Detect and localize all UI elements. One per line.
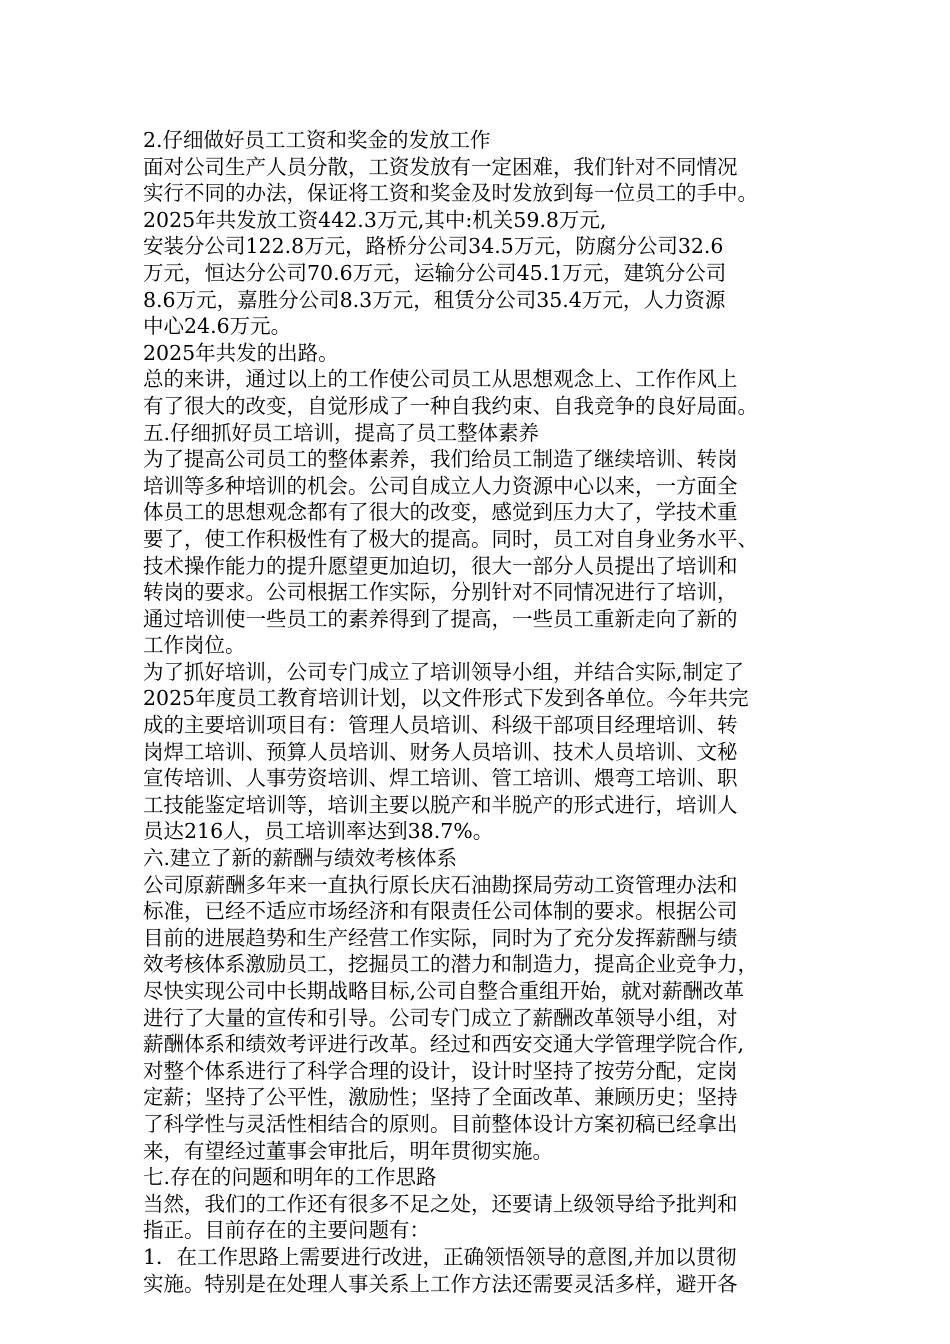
- text-line: 1．在工作思路上需要进行改进，正确领悟领导的意图,并加以贯彻: [143, 1244, 737, 1269]
- text-line: 技术操作能力的提升愿望更加迫切，很大一部分人员提出了培训和: [143, 553, 738, 578]
- text-line: 安装分公司122.8万元，路桥分公司34.5万元，防腐分公司32.6: [143, 234, 724, 259]
- text-line: 目前的进展趋势和生产经营工作实际，同时为了充分发挥薪酬与绩: [143, 925, 738, 950]
- text-line: 标准，已经不适应市场经济和有限责任公司体制的要求。根据公司: [143, 899, 738, 924]
- text-line: 通过培训使一些员工的素养得到了提高，一些员工重新走向了新的: [143, 606, 738, 631]
- text-line: 来，有望经过董事会审批后，明年贯彻实施。: [143, 1138, 553, 1163]
- text-line: 培训等多种培训的机会。公司自成立人力资源中心以来，一方面全: [143, 473, 738, 498]
- text-line: 8.6万元，嘉胜分公司8.3万元，租赁分公司35.4万元，人力资源: [143, 287, 726, 312]
- text-line: 为了提高公司员工的整体素养，我们给员工制造了继续培训、转岗: [143, 447, 738, 472]
- text-line: 了科学性与灵活性相结合的原则。目前整体设计方案初稿已经拿出: [143, 1111, 738, 1136]
- text-line: 2025年度员工教育培训计划，以文件形式下发到各单位。今年共完: [143, 686, 749, 711]
- text-line: 员达216人，员工培训率达到38.7%。: [143, 819, 494, 844]
- text-line: 工技能鉴定培训等，培训主要以脱产和半脱产的形式进行，培训人: [143, 792, 738, 817]
- text-line: 转岗的要求。公司根据工作实际，分别针对不同情况进行了培训，: [143, 580, 738, 605]
- text-line: 五.仔细抓好员工培训，提高了员工整体素养: [143, 420, 540, 445]
- text-line: 成的主要培训项目有：管理人员培训、科级干部项目经理培训、转: [143, 713, 738, 738]
- text-line: 2025年共发放工资442.3万元,其中:机关59.8万元,: [143, 207, 607, 232]
- text-line: 宣传培训、人事劳资培训、焊工培训、管工培训、煨弯工培训、职: [143, 766, 738, 791]
- text-line: 万元，恒达分公司70.6万元，运输分公司45.1万元，建筑分公司: [143, 260, 727, 285]
- text-line: 要了，使工作积极性有了极大的提高。同时，员工对自身业务水平、: [143, 526, 758, 551]
- text-line: 对整个体系进行了科学合理的设计，设计时坚持了按劳分配，定岗: [143, 1058, 738, 1083]
- text-line: 定薪；坚持了公平性，激励性；坚持了全面改革、兼顾历史；坚持: [143, 1085, 738, 1110]
- text-line: 岗焊工培训、预算人员培训、财务人员培训、技术人员培训、文秘: [143, 739, 738, 764]
- text-line: 六.建立了新的薪酬与绩效考核体系: [143, 846, 458, 871]
- text-line: 实行不同的办法，保证将工资和奖金及时发放到每一位员工的手中。: [143, 181, 758, 206]
- text-line: 中心24.6万元。: [143, 314, 292, 339]
- document-body: [143, 127, 813, 1297]
- text-line: 指正。目前存在的主要问题有：: [143, 1218, 430, 1243]
- text-line: 2.仔细做好员工工资和奖金的发放工作: [143, 128, 491, 152]
- text-line: 薪酬体系和绩效考评进行改革。经过和西安交通大学管理学院合作,: [143, 1032, 745, 1057]
- text-line: 效考核体系激励员工，挖掘员工的潜力和制造力，提高企业竞争力，: [143, 952, 758, 977]
- text-line: 体员工的思想观念都有了很大的改变，感觉到压力大了，学技术重: [143, 500, 738, 525]
- text-line: 当然，我们的工作还有很多不足之处，还要请上级领导给予批判和: [143, 1191, 738, 1216]
- text-line: 进行了大量的宣传和引导。公司专门成立了薪酬改革领导小组，对: [143, 1005, 738, 1030]
- text-line: 工作岗位。: [143, 633, 246, 658]
- text-line: 总的来讲，通过以上的工作使公司员工从思想观念上、工作作风上: [143, 367, 738, 392]
- text-line: 有了很大的改变，自觉形成了一种自我约束、自我竞争的良好局面。: [143, 393, 758, 418]
- text-line: 2025年共发的出路。: [143, 340, 339, 365]
- text-line: 七.存在的问题和明年的工作思路: [143, 1165, 437, 1190]
- text-line: 面对公司生产人员分散，工资发放有一定困难，我们针对不同情况: [143, 154, 738, 179]
- text-line: 尽快实现公司中长期战略目标,公司自整合重组开始，就对薪酬改革: [143, 979, 745, 1003]
- text-line: 公司原薪酬多年来一直执行原长庆石油勘探局劳动工资管理办法和: [143, 872, 738, 897]
- text-line: 为了抓好培训，公司专门成立了培训领导小组，并结合实际,制定了: [143, 659, 745, 684]
- text-line: 实施。特别是在处理人事关系上工作方法还需要灵活多样，避开各: [143, 1271, 738, 1296]
